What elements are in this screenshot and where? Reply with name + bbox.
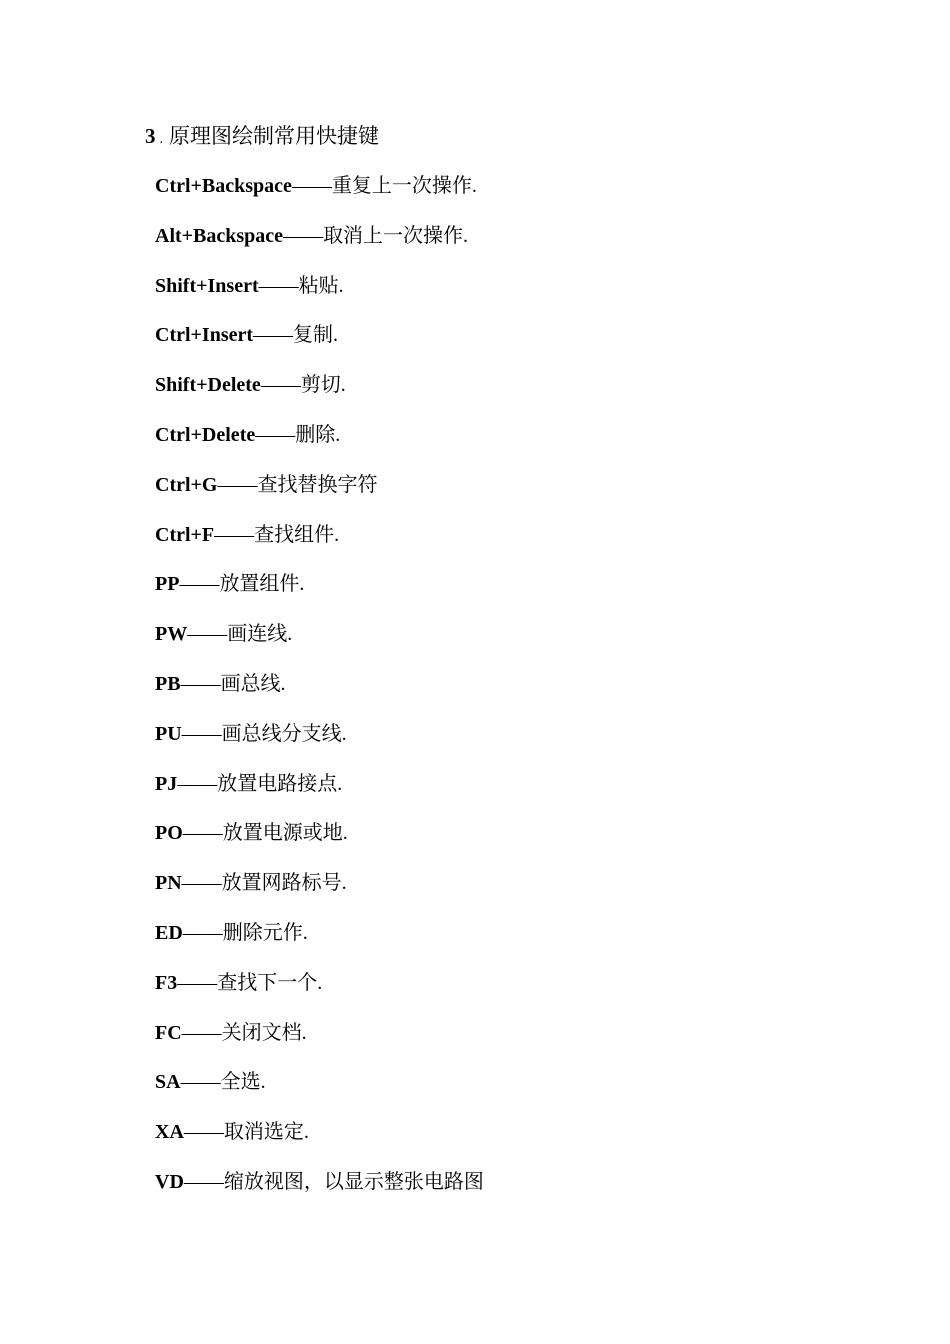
shortcut-dash: —— (181, 1021, 222, 1044)
shortcut-key: Ctrl+Delete (155, 423, 256, 446)
shortcut-dash: —— (217, 473, 258, 496)
shortcut-desc: 删除. (295, 423, 341, 446)
section-heading (145, 122, 379, 154)
shortcut-desc: 放置组件. (219, 573, 305, 596)
shortcut-key: PW (155, 623, 188, 646)
shortcut-item (155, 869, 484, 919)
shortcut-key: PO (155, 822, 183, 845)
shortcut-desc: 全选. (220, 1071, 266, 1094)
shortcut-desc: 剪切. (300, 374, 346, 397)
shortcut-dash: —— (180, 672, 221, 695)
shortcut-item (155, 1068, 484, 1118)
shortcut-dash: —— (258, 274, 299, 297)
shortcut-desc: 放置网路标号. (221, 872, 347, 895)
shortcut-key: Ctrl+Insert (155, 324, 254, 347)
shortcut-key: Shift+Insert (155, 274, 259, 297)
shortcut-item (155, 521, 484, 571)
shortcut-key: SA (155, 1071, 181, 1094)
shortcut-dash: —— (291, 175, 332, 197)
shortcut-item (155, 919, 484, 969)
shortcut-desc: 画总线. (220, 672, 286, 695)
shortcut-key: ED (155, 921, 183, 944)
shortcut-desc: 缩放视图，以显示整张电路图 (223, 1170, 484, 1193)
shortcut-desc: 画连线. (227, 623, 293, 646)
shortcut-key: Ctrl+Backspace (155, 175, 292, 197)
shortcut-dash: —— (183, 1170, 224, 1193)
shortcut-desc: 取消选定. (223, 1121, 309, 1144)
shortcut-desc: 放置电路接点. (217, 772, 343, 795)
shortcut-list (155, 172, 484, 1218)
shortcut-desc: 画总线分支线. (221, 722, 347, 745)
shortcut-desc: 放置电源或地. (222, 822, 348, 845)
shortcut-key: PN (155, 872, 182, 895)
shortcut-item (155, 222, 484, 272)
shortcut-item (155, 172, 484, 222)
shortcut-item (155, 570, 484, 620)
shortcut-item (155, 421, 484, 471)
shortcut-dash: —— (253, 324, 294, 347)
shortcut-item (155, 670, 484, 720)
shortcut-dash: —— (260, 374, 301, 397)
shortcut-item (155, 371, 484, 421)
shortcut-item (155, 720, 484, 770)
shortcut-key: Alt+Backspace (155, 224, 284, 247)
shortcut-dash: —— (283, 224, 324, 247)
shortcut-key: XA (155, 1121, 184, 1144)
shortcut-key: Ctrl+G (155, 473, 218, 496)
shortcut-desc: 关闭文档. (221, 1021, 307, 1044)
shortcut-key: FC (155, 1021, 182, 1044)
shortcut-item (155, 1168, 484, 1218)
shortcut-desc: 取消上一次操作. (323, 224, 469, 247)
shortcut-dash: —— (214, 523, 255, 546)
shortcut-item (155, 819, 484, 869)
shortcut-key: PU (155, 722, 182, 745)
shortcut-item (155, 770, 484, 820)
shortcut-dash: —— (183, 1121, 224, 1144)
shortcut-dash: —— (255, 423, 296, 446)
shortcut-dash: —— (182, 822, 223, 845)
shortcut-item (155, 1019, 484, 1069)
shortcut-dash: —— (180, 1071, 221, 1094)
section-title: 原理图绘制常用快捷键 (169, 124, 379, 148)
shortcut-desc: 重复上一次操作. (331, 175, 477, 197)
shortcut-dash: —— (181, 722, 222, 745)
shortcut-item (155, 620, 484, 670)
shortcut-key: F3 (155, 971, 178, 994)
shortcut-dash: —— (177, 971, 218, 994)
shortcut-dash: —— (179, 573, 220, 596)
shortcut-item (155, 321, 484, 371)
shortcut-key: PP (155, 573, 180, 596)
shortcut-dash: —— (182, 921, 223, 944)
shortcut-desc: 删除元作. (222, 921, 308, 944)
shortcut-desc: 粘贴. (298, 274, 344, 297)
shortcut-item (155, 1118, 484, 1168)
shortcut-item (155, 471, 484, 521)
shortcut-desc: 查找替换字符 (257, 473, 378, 496)
shortcut-dash: —— (181, 872, 222, 895)
shortcut-desc: 查找下一个. (217, 971, 323, 994)
shortcut-key: VD (155, 1170, 184, 1193)
shortcut-dash: —— (187, 623, 228, 646)
shortcut-key: PJ (155, 772, 178, 795)
section-separator: . (159, 132, 163, 147)
shortcut-desc: 复制. (293, 324, 339, 347)
shortcut-key: Ctrl+F (155, 523, 215, 546)
shortcut-item (155, 969, 484, 1019)
shortcut-key: Shift+Delete (155, 374, 261, 397)
shortcut-key: PB (155, 672, 181, 695)
shortcut-item (155, 272, 484, 322)
shortcut-dash: —— (177, 772, 218, 795)
shortcut-desc: 查找组件. (254, 523, 340, 546)
section-number: 3 (145, 124, 156, 148)
